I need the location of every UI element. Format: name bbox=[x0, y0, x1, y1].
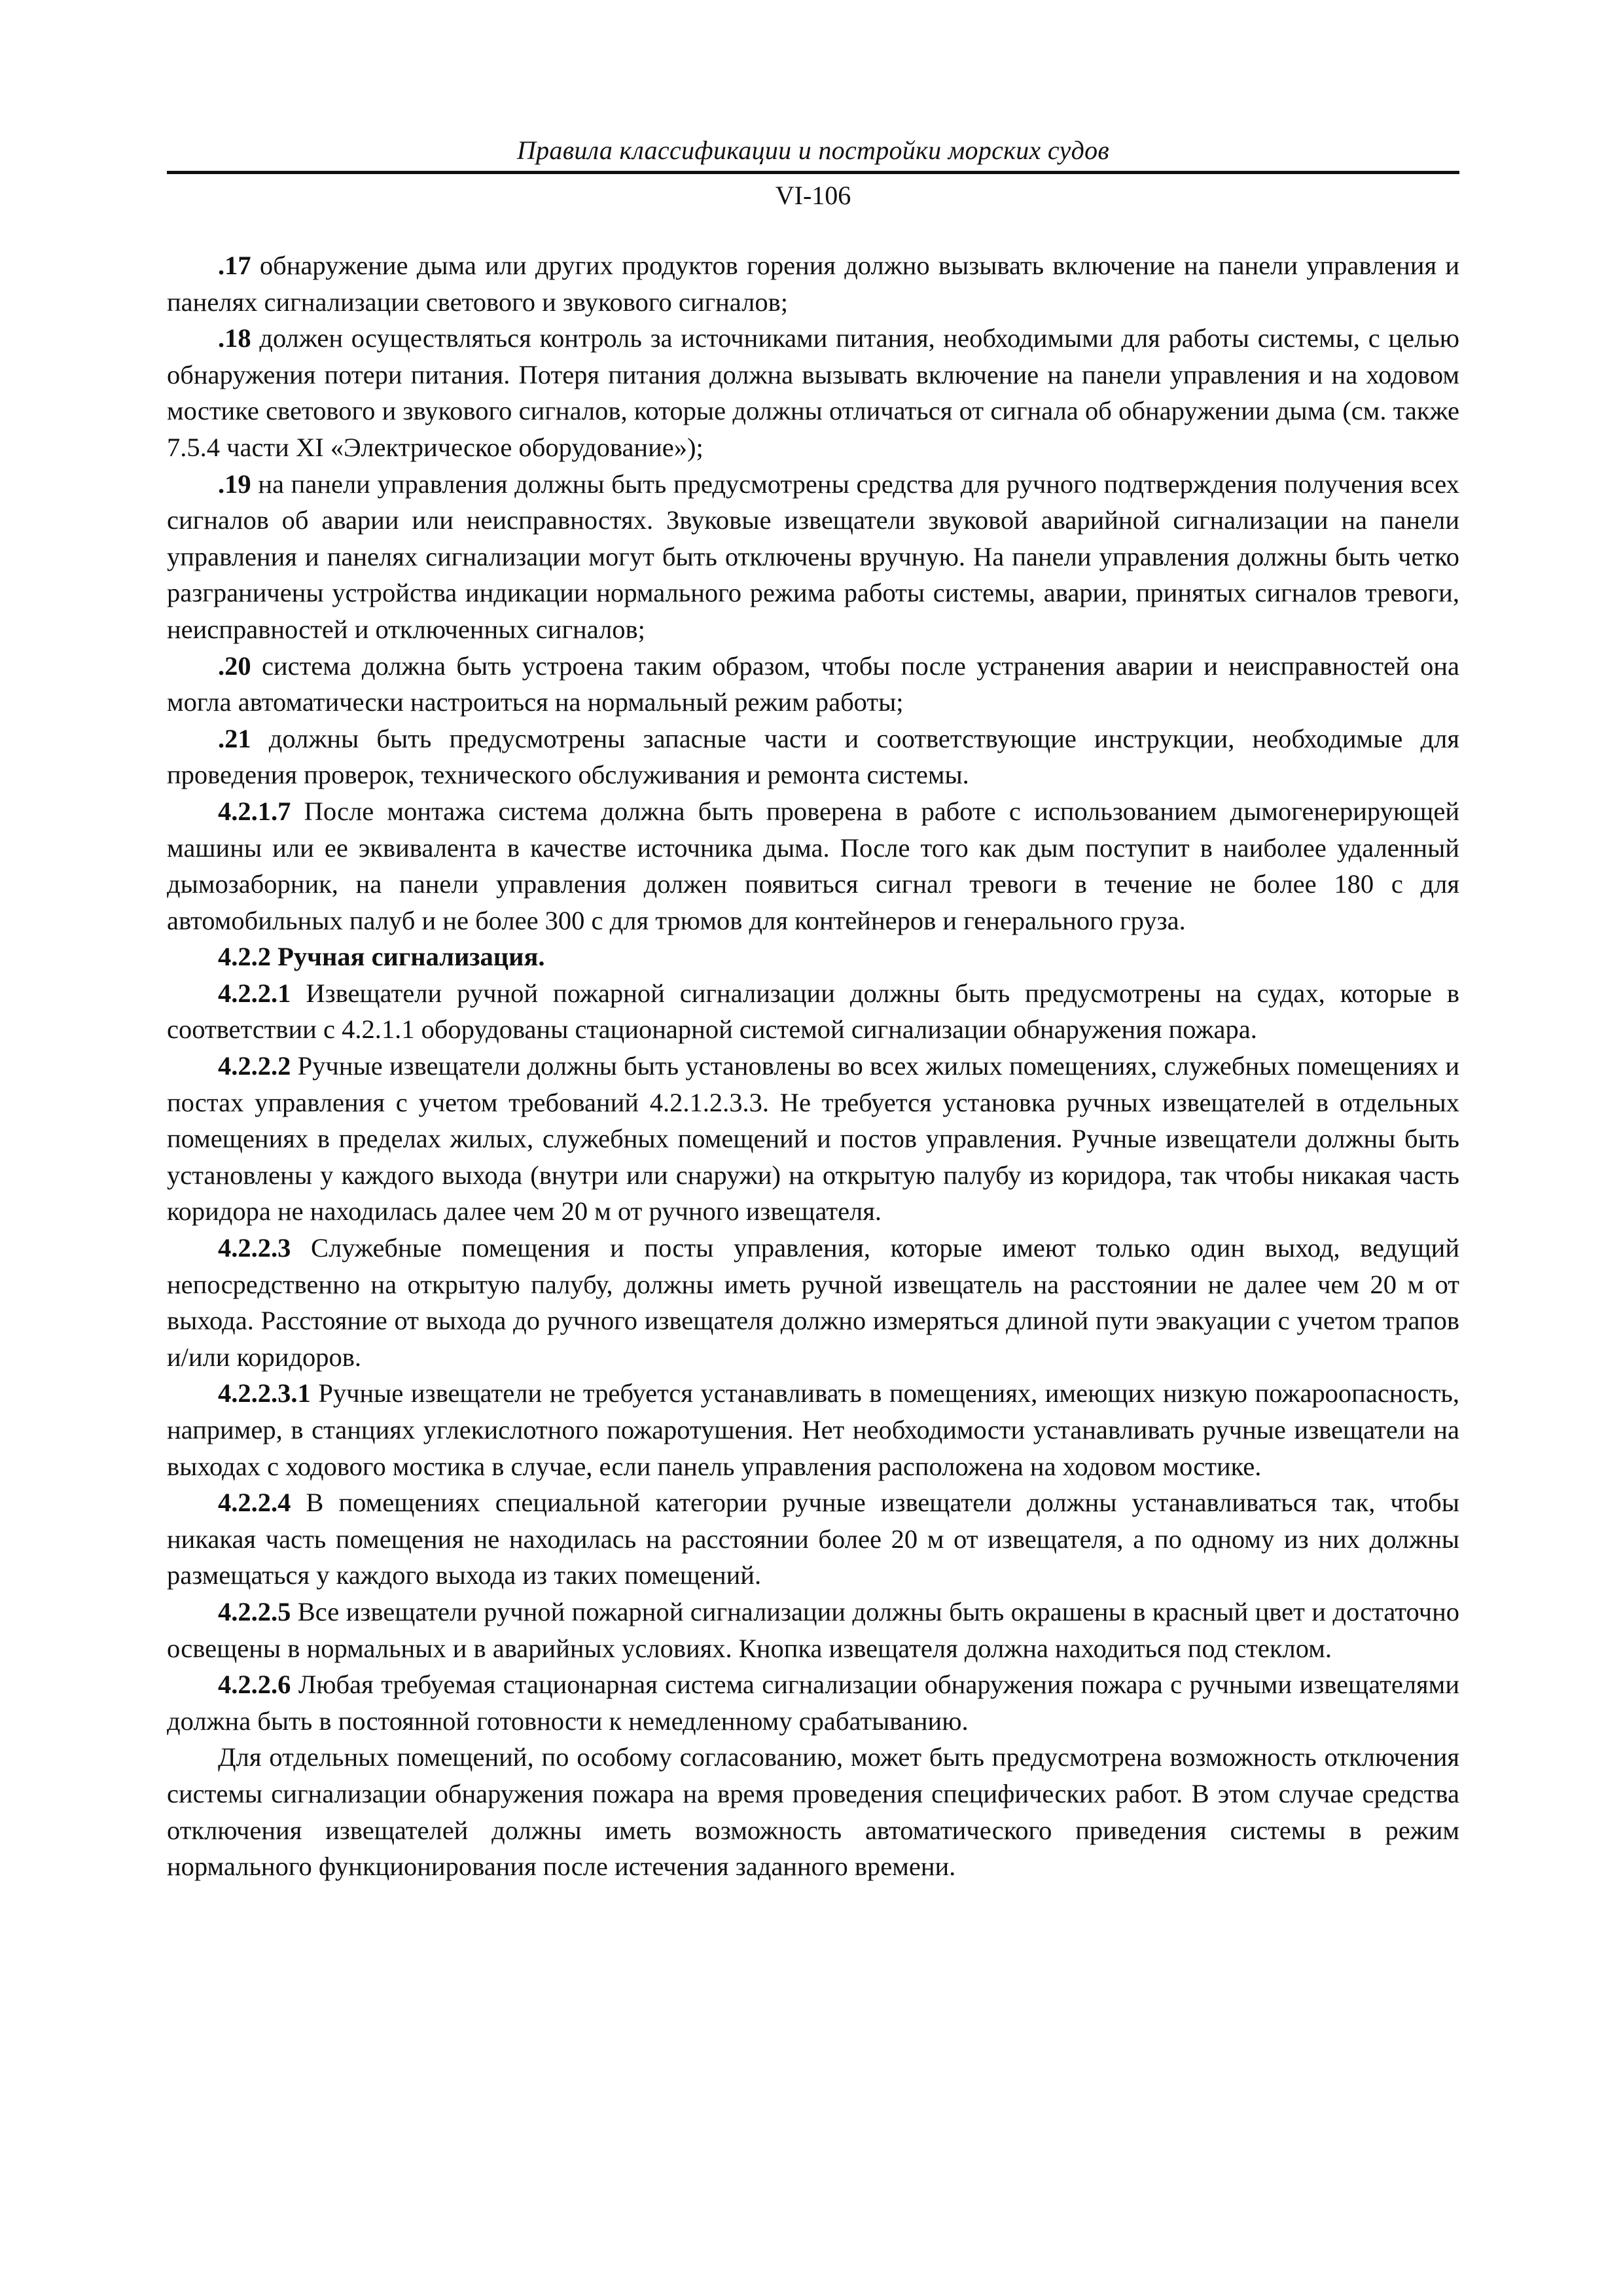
paragraph-4-2-1-7 bbox=[167, 793, 1459, 939]
paragraph-text: система должна быть устроена таким образом, чтобы после устранения аварии и неисправностей она могла автоматически настроиться на нормальный режим работы; bbox=[167, 651, 1459, 717]
document-body bbox=[167, 247, 1459, 1885]
item-number: .20 bbox=[218, 651, 251, 681]
paragraph-18 bbox=[167, 320, 1459, 465]
paragraph-text: Извещатели ручной пожарной сигнализации должны быть предусмотрены на судах, которые в соответствии с 4.2.1.1 оборудованы стационарной системой сигнализации обнаружения пожара. bbox=[167, 978, 1459, 1045]
paragraph-4-2-2-3 bbox=[167, 1230, 1459, 1375]
section-number: 4.2.2.4 bbox=[218, 1488, 291, 1518]
paragraph-4-2-2-5 bbox=[167, 1594, 1459, 1666]
item-number: .17 bbox=[218, 251, 251, 280]
paragraph-4-2-2-6 bbox=[167, 1666, 1459, 1739]
section-number: 4.2.2.3.1 bbox=[218, 1378, 311, 1408]
paragraph-20 bbox=[167, 648, 1459, 721]
paragraph-4-2-2-3-1 bbox=[167, 1375, 1459, 1484]
section-number: 4.2.2.2 bbox=[218, 1051, 291, 1081]
paragraph-text: обнаружение дыма или других продуктов горения должно вызывать включение на панели управления и панелях сигнализации светового и звукового сигналов; bbox=[167, 251, 1459, 317]
paragraph-text: Для отдельных помещений, по особому согласованию, может быть предусмотрена возможность отключения системы сигнализации обнаружения пожара на время проведения специфических работ. В этом случае средства отключения извещателей должны иметь возможность автоматического приведения системы в режим нормального функционирования после истечения заданного времени. bbox=[167, 1742, 1459, 1882]
paragraph-text: Ручные извещатели должны быть установлены во всех жилых помещениях, служебных помещениях и постах управления с учетом требований 4.2.1.2.3.3. Не требуется установка ручных извещателей в отдельных помещениях в пределах жилых, служебных помещений и постов управления. Ручные извещатели должны быть установлены у каждого выхода (внутри или снаружи) на открытую палубу из коридора, так чтобы никакая часть коридора не находилась далее чем 20 м от ручного извещателя. bbox=[167, 1051, 1459, 1227]
paragraph-text: Ручные извещатели не требуется устанавливать в помещениях, имеющих низкую пожароопасность, например, в станциях углекислотного пожаротушения. Нет необходимости устанавливать ручные извещатели на выходах с ходового мостика в случае, если панель управления расположена на ходовом мостике. bbox=[167, 1378, 1459, 1481]
paragraph-text: должны быть предусмотрены запасные части и соответствующие инструкции, необходимые для проведения проверок, технического обслуживания и ремонта системы. bbox=[167, 723, 1459, 790]
paragraph-text: В помещениях специальной категории ручные извещатели должны устанавливаться так, чтобы никакая часть помещения не находилась на расстоянии более 20 м от извещателя, а по одному из них должны размещаться у каждого выхода из таких помещений. bbox=[167, 1488, 1459, 1590]
section-number: 4.2.2.1 bbox=[218, 978, 291, 1008]
section-heading-4-2-2: 4.2.2 Ручная сигнализация. bbox=[218, 942, 545, 972]
paragraph-4-2-2-2 bbox=[167, 1048, 1459, 1230]
paragraph-17 bbox=[167, 247, 1459, 320]
section-number: 4.2.1.7 bbox=[218, 796, 291, 826]
paragraph-text: на панели управления должны быть предусмотрены средства для ручного подтверждения получения всех сигналов об аварии или неисправностях. Звуковые извещатели звуковой аварийной сигнализации на панели управления и панелях сигнализации могут быть отключены вручную. На панели управления должны быть четко разграничены устройства индикации нормального режима работы системы, аварии, принятых сигналов тревоги, неисправностей и отключенных сигналов; bbox=[167, 469, 1459, 644]
paragraph-text: После монтажа система должна быть проверена в работе с использованием дымогенерирующей машины или ее эквивалента в качестве источника дыма. После того как дым поступит в наиболее удаленный дымозаборник, на панели управления должен появиться сигнал тревоги в течение не более 180 с для автомобильных палуб и не более 300 с для трюмов для контейнеров и генерального груза. bbox=[167, 796, 1459, 935]
paragraph-19 bbox=[167, 466, 1459, 648]
header-divider bbox=[167, 171, 1459, 174]
paragraph-text: должен осуществляться контроль за источниками питания, необходимыми для работы системы, с целью обнаружения потери питания. Потеря питания должна вызывать включение на панели управления и на ходовом мостике светового и звукового сигналов, которые должны отличаться от сигнала об обнаружении дыма (см. также 7.5.4 части XI «Электрическое оборудование»); bbox=[167, 323, 1459, 462]
section-number: 4.2.2.5 bbox=[218, 1596, 291, 1626]
paragraph-21 bbox=[167, 721, 1459, 793]
paragraph-4-2-2-4 bbox=[167, 1484, 1459, 1594]
paragraph-text: Все извещатели ручной пожарной сигнализации должны быть окрашены в красный цвет и достаточно освещены в нормальных и в аварийных условиях. Кнопка извещателя должна находиться под стеклом. bbox=[167, 1596, 1459, 1663]
document-page bbox=[167, 134, 1459, 1885]
section-number: 4.2.2.6 bbox=[218, 1670, 291, 1700]
paragraph-text: Любая требуемая стационарная система сигнализации обнаружения пожара с ручными извещателями должна быть в постоянной готовности к немедленному срабатыванию. bbox=[167, 1670, 1459, 1736]
paragraph-special-agreement bbox=[167, 1739, 1459, 1884]
paragraph-4-2-2-1 bbox=[167, 975, 1459, 1048]
item-number: .19 bbox=[218, 469, 251, 499]
paragraph-text: Служебные помещения и посты управления, которые имеют только один выход, ведущий непосредственно на открытую палубу, должны иметь ручной извещатель на расстоянии не далее чем 20 м от выхода. Расстояние от выхода до ручного извещателя должно измеряться длиной пути эвакуации с учетом трапов и/или коридоров. bbox=[167, 1233, 1459, 1372]
section-number: 4.2.2.3 bbox=[218, 1233, 291, 1263]
running-header-title: Правила классификации и постройки морских судов bbox=[516, 135, 1110, 165]
page-number: VI-106 bbox=[775, 181, 851, 210]
item-number: .21 bbox=[218, 723, 251, 753]
item-number: .18 bbox=[218, 323, 251, 353]
